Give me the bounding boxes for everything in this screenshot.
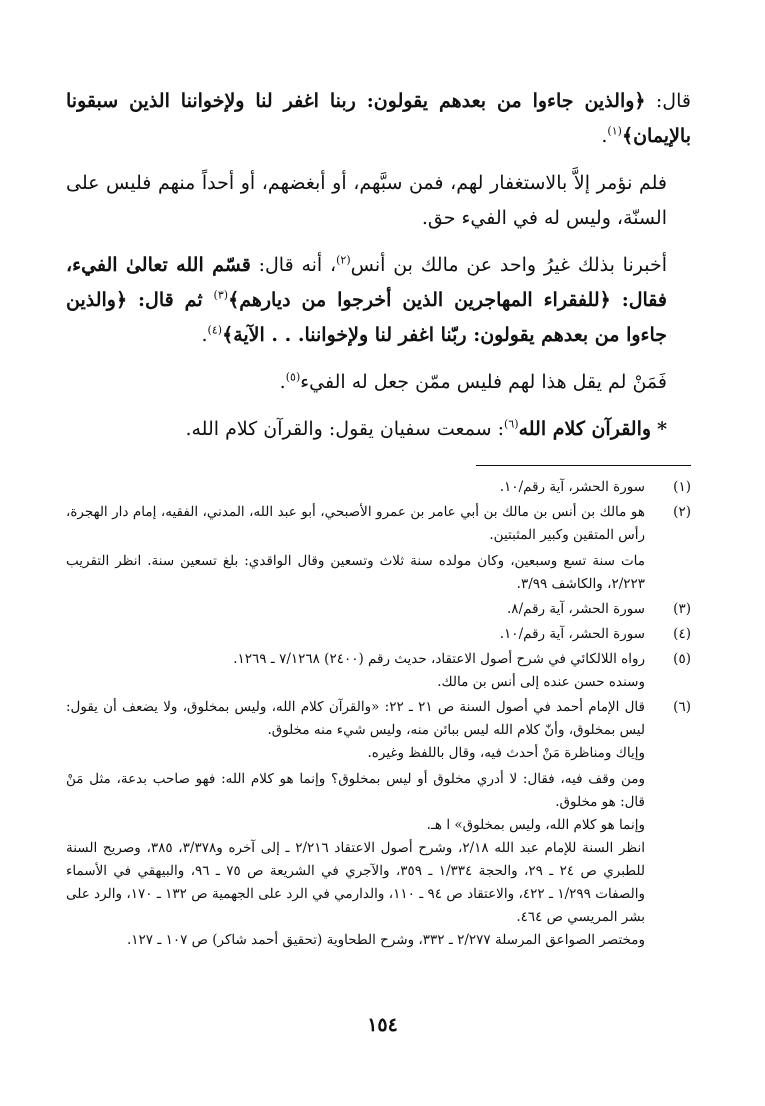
- footnote-ref-2: (٢): [336, 253, 351, 267]
- quran-quote-1: ﴿والذين جاءوا من بعدهم يقولون: ربنا اغفر لنا ولإخواننا الذين سبقونا بالإيمان﴾: [66, 90, 691, 147]
- paragraph-1: قال: ﴿والذين جاءوا من بعدهم يقولون: ربنا اغفر لنا ولإخواننا الذين سبقونا بالإيمان﴾$^{(١)}$.: [66, 90, 691, 147]
- footnotes: [66, 476, 691, 952]
- section-heading: والقرآن كلام الله: [518, 418, 652, 440]
- paragraph-2: فلم نؤمر إلاَّ بالاستغفار لهم، فمن سبَّهم، أو أبغضهم، أو أحداً منهم فليس على السنّة، وليس له في الفيء حق.: [66, 172, 667, 229]
- page: [66, 84, 691, 952]
- footnote-1: (١) سورة الحشر، آية رقم/١٠.: [499, 479, 691, 495]
- paragraph-5: *والقرآن كلام الله$^{(٦)}$: سمعت سفيان يقول: والقرآن كلام الله.: [185, 417, 667, 440]
- footnote-ref-4: (٤): [207, 323, 223, 337]
- main-text: [66, 84, 691, 447]
- footnote-ref-6: (٦): [504, 417, 519, 431]
- footnote-ref-5: (٥): [285, 370, 301, 384]
- footnote-6: (٦) قال الإمام أحمد في أصول السنة ص ٢١ ـ ٢٢: «والقرآن كلام الله، وليس بمخلوق، ولا يضعف أن يقول: ليس بمخلوق، وأنّ كلام الله ليس ببائن منه، وليس شيء منه مخلوق. وإياك ومناظرة مَنْ أحدث فيه، وقال باللفظ وغيره. ومن وقف فيه، فقال: لا أدري مخلوق أو ليس بمخلوق؟ وإنما هو كلام الله: فهو صاحب بدعة، مثل مَنْ قال: هو مخلوق. وإنما هو كلام الله، وليس بمخلوق» ا هـ. انظر السنة للإمام عبد الله ٢/١٨، وشرح أصول الاعتقاد ٢/٢١٦ ـ إلى آخره و٣/٣٧٨، ٣٨٥، وصريح السنة للطبري ص ٢٤ ـ ٢٩، والحجة ١/٣٣٤ ـ ٣٥٩، والآجري في الشريعة ص ٧٥ ـ ٩٦، والبيهقي في الأسماء والصفات ١/٢٩٩ ـ ٤٢٢، والاعتقاد ص ٩٤ ـ ١١٠، والدارمي في الرد على الجهمية ص ١٣٢ ـ ١٧٠، والرد على بشر المريسي ص ٤٦٤. ومختصر الصواعق المرسلة ٢/٢٧٧ ـ ٣٣٢، وشرح الطحاوية (تحقيق أحمد شاكر) ص ١٠٧ ـ ١٢٧.: [66, 699, 691, 948]
- paragraph-3: أخبرنا بذلك غيرُ واحد عن مالك بن أنس$^{(٢)}$، أنه قال: قسّم الله تعالىٰ الفيء، فقال: ﴿للفقراء المهاجرين الذين أخرجوا من ديارهم﴾$^{(٣)}$ ثم قال: ﴿والذين جاءوا من بعدهم يقولون: ربّنا اغفر لنا ولإخواننا. . . الآية﴾$^{(٤)}$.: [66, 253, 668, 346]
- footnote-2: (٢) هو مالك بن أنس بن مالك بن أبي عامر بن عمرو الأصبحي، أبو عبد الله، المدني، الفقيه، إمام دار الهجرة، رأس المتقين وكبير المثبتين. مات سنة تسع وسبعين، وكان مولده سنة ثلاث وتسعين وقال الواقدي: بلغ تسعين سنة. انظر التقريب ٢/٢٢٣، والكاشف ٣/٩٩.: [66, 504, 691, 592]
- footnote-divider: [476, 465, 691, 466]
- quran-quote-3: ﴿والذين جاءوا من بعدهم يقولون: ربّنا اغفر لنا ولإخواننا. . . الآية﴾: [66, 289, 667, 346]
- page-number: ١٥٤: [367, 1014, 398, 1036]
- footnote-4: (٤) سورة الحشر، آية رقم/١٠.: [499, 626, 691, 642]
- p1-prefix: قال:: [645, 90, 691, 112]
- section-star: *: [657, 418, 667, 440]
- footnote-ref-1: (١): [607, 124, 622, 138]
- paragraph-4: فَمَنْ لم يقل هذا لهم فليس ممّن جعل له الفيء$^{(٥)}$.: [279, 370, 667, 393]
- footnote-3: (٣) سورة الحشر، آية رقم/٨.: [507, 601, 691, 617]
- quran-quote-2: ﴿للفقراء المهاجرين الذين أخرجوا من ديارهم﴾: [228, 289, 611, 311]
- footnote-ref-3: (٣): [213, 288, 229, 302]
- footnote-5: (٥) رواه اللالكائي في شرح أصول الاعتقاد، حديث رقم (٢٤٠٠) ٧/١٢٦٨ ـ ١٢٦٩. وسنده حسن عنده إلى أنس بن مالك.: [233, 651, 691, 690]
